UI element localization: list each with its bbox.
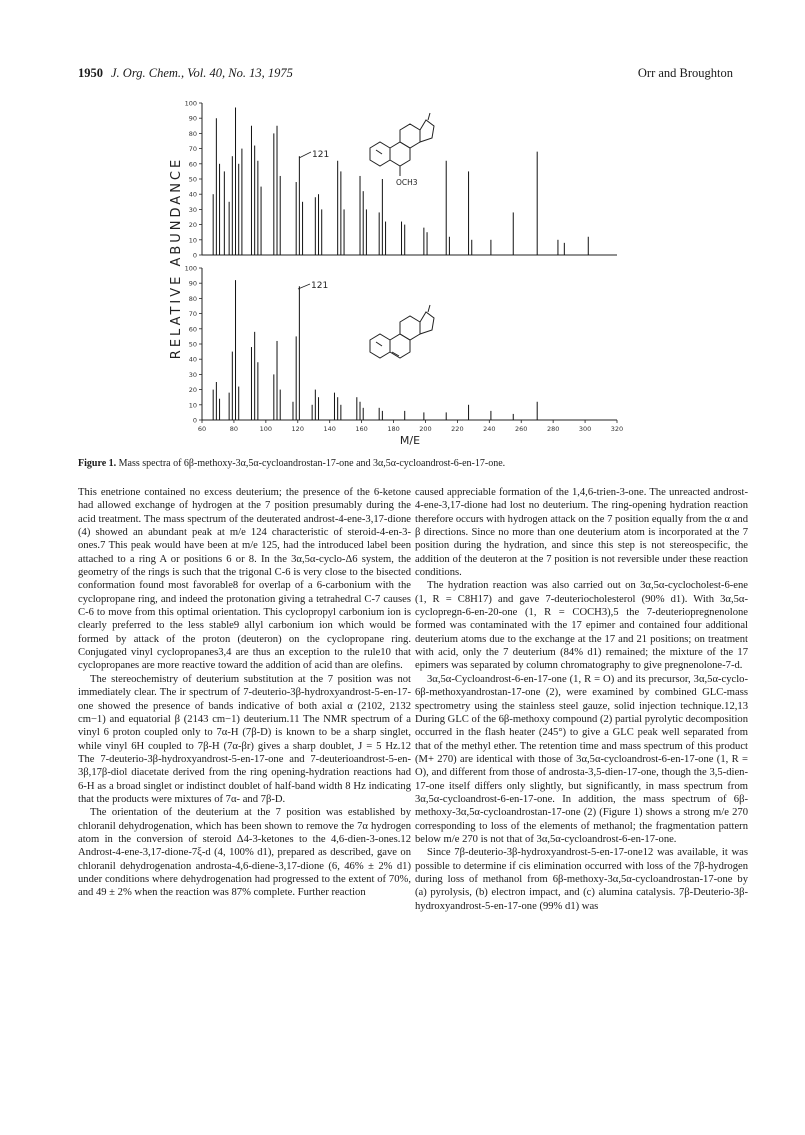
paragraph: 3α,5α-Cycloandrost-6-en-17-one (1, R = O) and its precursor, 3α,5α-cyclo-6β-methoxyandrostan-17-one (2), were examined by combined GLC-mass spectrometry using the stainless steel gauze, solid injection technique.12,13 During GLC of the 6β-methoxy compound (2) partial pyrolytic decomposition occurred in the flash heater (245°) to give a GLC peak well separated from that of the methyl ether. The retention time and mass spectrum of this product (M+ 270) are identical with those of 3α,5α-cycloandrost-6-en-17-one (1, R = O), and different from those of androsta-3,5-dien-17-one, though the 3,5-dien-17-one itself differs only slightly, but significantly, in mass spectrum from 3α,5α-cycloandrost-6-en-17-one. In addition, the mass spectrum of 6β-methoxy-3α,5α-cycloandrostan-17-one (2) (Figure 1) shows a strong m/e 270 corresponding to loss of the elements of methanol; the fragmentation pattern below m/e 270 is not that of 3α,5α-cycloandrost-6-en-17-one. (415, 673, 748, 845)
x-tick-label: 180 (387, 425, 400, 433)
x-axis-label: M/E (399, 434, 421, 447)
paragraph: This enetrione contained no excess deuterium; the presence of the 6-ketone had allowed exchange of hydrogen at the 7 position presumably during the acid treatment. The mass spectrum of the deuterated androst-4-ene-3,17-dione (4) showed an abundant peak at m/e 124 characteristic of steroid-4-en-3-ones.7 This peak would have been at m/e 125, had the introduced label been attached to a ring A or positions 6 or 8. In the 3α,5α-cyclo-Δ6 system, the geometry of the rings is such that the trigonal C-6 is very close to the bisected conformation found most favorable8 for overlap of a 6-carbonium with the cyclopropane ring, and indeed the protonation giving a tetrahedral C-7 causes C-6 to move from this optimal orientation. This cyclopropyl carbonium ion is clearly preferred to the less stable9 allyl carbonium ion which would be formed by attack of the proton (deuteron) on the cyclopropane ring. Conjugated vinyl cyclopropanes3,4 are thus an exception to the rule10 that cyclopropanes are more reactive toward the addition of acid than are olefins. (78, 487, 411, 672)
y-tick-label: 90 (188, 114, 197, 123)
paragraph: Since 7β-deuterio-3β-hydroxyandrost-5-en-17-one12 was available, it was possible to determine if cis elimination occurred with loss of the 7β-hydrogen during loss of methanol from 6β-methoxy-3α,5α-cycloandrostan-17-one by (a) pyrolysis, (b) electron impact, and (c) alumina catalysis. 7β-Deuterio-3β-hydroxyandrost-5-en-17-one (99% d1) was (415, 847, 748, 912)
y-tick-label: 20 (188, 386, 197, 395)
paragraph: caused appreciable formation of the 1,4,6-trien-3-one. The unreacted androst-4-ene-3,17-dione had lost no deuterium. The ring-opening hydration reaction therefore occurs with hydrogen attack on the 7 position equally from the α and β directions. Since no more than one deuterium atom is incorporated at the 7 position during the hydration, and since this step is not stereospecific, the addition of the deuteron at the 7 position is not reversible under these reaction conditions. (415, 487, 748, 579)
x-axis-ticks (198, 420, 623, 433)
y-tick-label: 40 (188, 355, 197, 364)
y-tick-label: 90 (188, 279, 197, 288)
y-tick-label: 20 (188, 221, 197, 230)
peak-marker-top (299, 152, 311, 158)
x-tick-label: 240 (483, 425, 496, 433)
header-authors: Orr and Broughton (637, 66, 733, 80)
x-tick-label: 100 (259, 425, 273, 433)
steroid-structure-top (370, 113, 434, 176)
y-tick-label: 10 (188, 401, 197, 410)
x-tick-label: 60 (197, 425, 207, 433)
x-tick-label: 320 (610, 425, 624, 433)
bottom-spectrum-panel (185, 265, 617, 425)
x-tick-label: 160 (355, 425, 368, 433)
steroid-structure-bottom (370, 305, 434, 358)
y-tick-label: 80 (188, 294, 197, 303)
y-tick-label: 60 (188, 325, 197, 334)
y-tick-label: 30 (188, 205, 197, 214)
y-tick-label: 100 (184, 99, 197, 108)
y-tick-label: 100 (184, 264, 197, 273)
x-tick-label: 300 (578, 425, 592, 433)
y-axis-label: RELATIVE ABUNDANCE (169, 156, 184, 360)
peak-label-top: 121 (312, 150, 330, 160)
x-tick-label: 120 (291, 425, 304, 433)
y-tick-label: 60 (188, 160, 197, 169)
methoxy-label: OCH3 (396, 178, 418, 187)
caption-text: Mass spectra of 6β-methoxy-3α,5α-cycloandrostan-17-one and 3α,5α-cycloandrost-6-en-17-one. (118, 458, 506, 469)
y-tick-label: 80 (188, 129, 197, 138)
y-tick-label: 0 (192, 251, 197, 260)
paragraph: The orientation of the deuterium at the 7 position was established by chloranil dehydrogenation, which has been shown to remove the 7α hydrogen atom in the conversion of steroid Δ4-3-ketones to the 4,6-dien-3-ones.12 Androst-4-ene-3,17-dione-7ξ-d (4, 100% d1), prepared as described, gave on chloranil dehydrogenation androsta-4,6-diene-3,17-dione (6, 46% ± 2% d1) under conditions where dehydrogenation had progressed to the extent of 70%, and 49 ± 2% when the reaction was 87% complete. Further reaction (78, 807, 411, 899)
figure-caption (78, 458, 738, 469)
paragraph: The hydration reaction was also carried out on 3α,5α-cyclocholest-6-ene (1, R = C8H17) and gave 7-deuteriocholesterol (90% d1). With 3α,5α-cyclopregn-6-en-20-one (1, R = COCH3),5 the 7-deuteriopregnenolone formed was contaminated with the 17 epimer and contained four additional deuterium atoms due to the exchange at the 17 and 21 positions; on treatment with acid, only the 7 deuterium (84% d1) remained; the mixture of the 17 epimers was separated by column chromatography to give pregnenolone-7-d. (415, 580, 748, 672)
y-tick-label: 0 (192, 416, 197, 425)
caption-label: Figure 1. (78, 458, 117, 469)
y-tick-label: 40 (188, 190, 197, 199)
x-tick-label: 260 (515, 425, 528, 433)
x-tick-label: 280 (546, 425, 560, 433)
y-tick-label: 70 (188, 310, 197, 319)
y-tick-label: 50 (188, 340, 197, 349)
x-tick-label: 80 (229, 425, 239, 433)
paragraph: The stereochemistry of deuterium substitution at the 7 position was not immediately clear. The ir spectrum of 7-deuterio-3β-hydroxyandrost-5-en-17-one showed the presence of bands indicative of both axial α (2102, 2132 cm−1) and equatorial β (2143 cm−1) deuterium.11 The NMR spectrum of a vinyl 6 proton coupled only to 7α-H (7β-D) is known to be a sharp singlet, while vinyl 6H coupled to 7β-H (7α-βr) gives a sharp doublet, J = 5 Hz.12 The 7-deuterio-3β-hydroxyandrost-5-en-17-one and 7-deuterioandrost-5-en-3β,17β-diol diacetate derived from the ring opening-hydration reactions had 6-H as a broad singlet or indistinct doublet of half-band width 8 Hz indicating that the products were mixtures of 7α- and 7β-D. (78, 673, 411, 805)
body-column-right (415, 486, 748, 913)
y-tick-label: 30 (188, 370, 197, 379)
y-tick-label: 70 (188, 145, 197, 154)
page-number: 1950 (78, 66, 103, 80)
mass-spectra-figure (0, 0, 805, 460)
y-tick-label: 50 (188, 175, 197, 184)
body-column-left (78, 486, 411, 900)
journal-citation: J. Org. Chem., Vol. 40, No. 13, 1975 (111, 66, 293, 80)
peak-label-bottom: 121 (311, 281, 329, 291)
x-tick-label: 140 (323, 425, 336, 433)
x-tick-label: 200 (419, 425, 432, 433)
y-tick-label: 10 (188, 236, 197, 245)
x-tick-label: 220 (451, 425, 464, 433)
